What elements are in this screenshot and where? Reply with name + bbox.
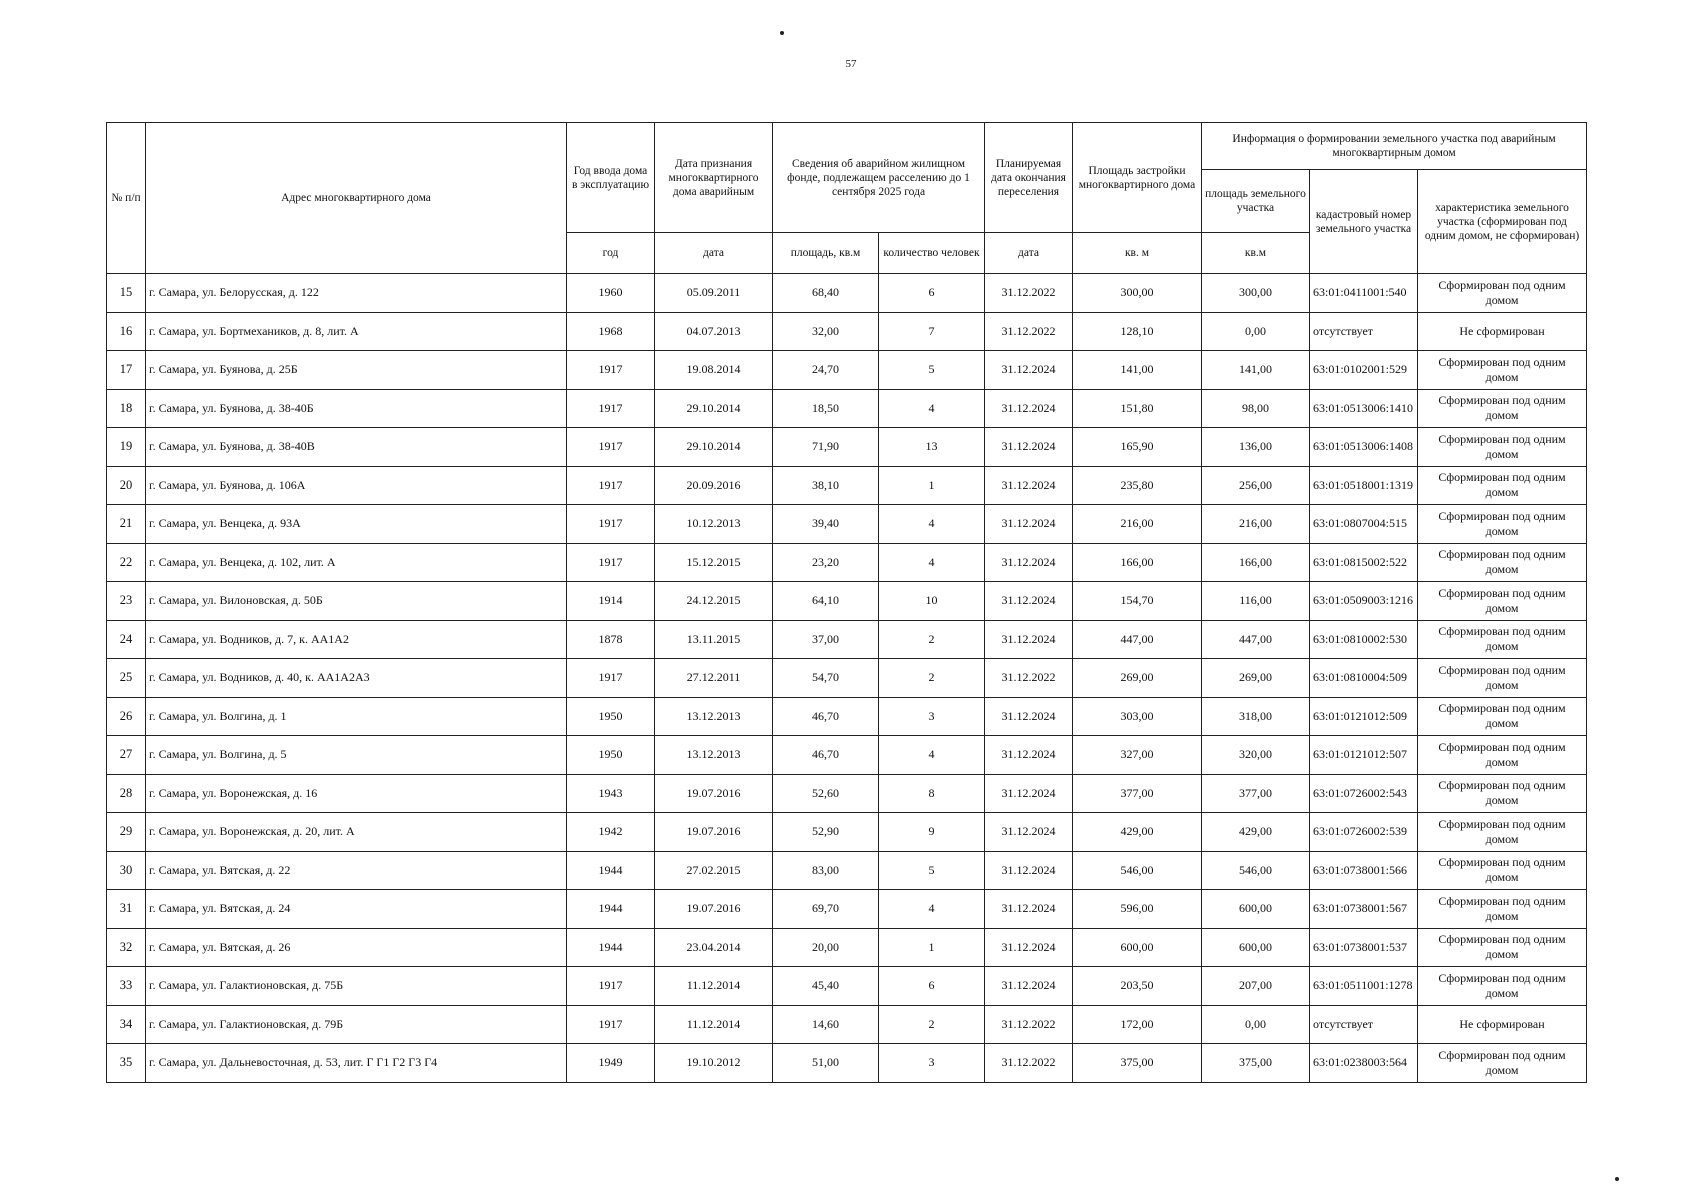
build-area-cell: 269,00 [1073,659,1202,698]
year-built-cell: 1914 [567,582,655,621]
emergency-date-cell: 19.08.2014 [655,351,773,390]
table-row [107,659,1587,698]
address-cell: г. Самара, ул. Вятская, д. 26 [146,928,567,967]
area-cell: 54,70 [773,659,879,698]
table-row [107,582,1587,621]
plan-date-cell: 31.12.2024 [985,851,1073,890]
row-number: 28 [107,774,146,813]
land-status-cell: Сформирован под одним домом [1418,274,1587,313]
land-status-cell: Сформирован под одним домом [1418,543,1587,582]
table-row [107,697,1587,736]
year-built-cell: 1917 [567,543,655,582]
people-count-cell: 4 [879,736,985,775]
table-row [107,813,1587,852]
land-area-cell: 256,00 [1202,466,1310,505]
address-cell: г. Самара, ул. Белорусская, д. 122 [146,274,567,313]
area-cell: 20,00 [773,928,879,967]
area-cell: 71,90 [773,428,879,467]
page-number: 57 [845,58,857,70]
emergency-date-cell: 27.02.2015 [655,851,773,890]
land-area-cell: 207,00 [1202,967,1310,1006]
people-count-cell: 3 [879,697,985,736]
emergency-housing-table [106,122,1587,1083]
table-row [107,389,1587,428]
land-status-cell: Сформирован под одним домом [1418,466,1587,505]
land-status-cell: Не сформирован [1418,1005,1587,1044]
cadastral-number-cell: 63:01:0102001:529 [1310,351,1418,390]
table-row [107,928,1587,967]
plan-date-cell: 31.12.2024 [985,428,1073,467]
people-count-cell: 5 [879,351,985,390]
emergency-date-cell: 15.12.2015 [655,543,773,582]
table-row [107,505,1587,544]
land-area-cell: 546,00 [1202,851,1310,890]
build-area-cell: 303,00 [1073,697,1202,736]
people-count-cell: 6 [879,967,985,1006]
build-area-cell: 154,70 [1073,582,1202,621]
plan-date-cell: 31.12.2022 [985,1044,1073,1083]
cadastral-number-cell: 63:01:0511001:1278 [1310,967,1418,1006]
row-number: 25 [107,659,146,698]
plan-date-cell: 31.12.2024 [985,389,1073,428]
people-count-cell: 7 [879,312,985,351]
table-row [107,274,1587,313]
plan-date-cell: 31.12.2024 [985,967,1073,1006]
cadastral-number-cell: 63:01:0509003:1216 [1310,582,1418,621]
unit-area: площадь, кв.м [773,233,879,274]
address-cell: г. Самара, ул. Вятская, д. 24 [146,890,567,929]
cadastral-number-cell: 63:01:0411001:540 [1310,274,1418,313]
plan-date-cell: 31.12.2022 [985,1005,1073,1044]
address-cell: г. Самара, ул. Буянова, д. 25Б [146,351,567,390]
row-number: 15 [107,274,146,313]
area-cell: 45,40 [773,967,879,1006]
build-area-cell: 300,00 [1073,274,1202,313]
year-built-cell: 1944 [567,928,655,967]
year-built-cell: 1878 [567,620,655,659]
address-cell: г. Самара, ул. Дальневосточная, д. 53, лит. Г Г1 Г2 Г3 Г4 [146,1044,567,1083]
address-cell: г. Самара, ул. Галактионовская, д. 75Б [146,967,567,1006]
cadastral-number-cell: 63:01:0238003:564 [1310,1044,1418,1083]
header-year-built: Год ввода дома в эксплуатацию [567,123,655,233]
header-cadastral: кадастровый номер земельного участка [1310,170,1418,274]
cadastral-number-cell: 63:01:0810004:509 [1310,659,1418,698]
build-area-cell: 375,00 [1073,1044,1202,1083]
land-area-cell: 166,00 [1202,543,1310,582]
plan-date-cell: 31.12.2024 [985,890,1073,929]
plan-date-cell: 31.12.2024 [985,505,1073,544]
address-cell: г. Самара, ул. Буянова, д. 38-40Б [146,389,567,428]
address-cell: г. Самара, ул. Буянова, д. 106А [146,466,567,505]
address-cell: г. Самара, ул. Бортмехаников, д. 8, лит. А [146,312,567,351]
land-status-cell: Не сформирован [1418,312,1587,351]
table-row [107,890,1587,929]
people-count-cell: 4 [879,389,985,428]
header-fund-group: Сведения об аварийном жилищном фонде, подлежащем расселению до 1 сентября 2025 года [773,123,985,233]
cadastral-number-cell: 63:01:0726002:539 [1310,813,1418,852]
plan-date-cell: 31.12.2024 [985,813,1073,852]
build-area-cell: 600,00 [1073,928,1202,967]
build-area-cell: 128,10 [1073,312,1202,351]
land-status-cell: Сформирован под одним домом [1418,582,1587,621]
build-area-cell: 172,00 [1073,1005,1202,1044]
year-built-cell: 1917 [567,428,655,467]
address-cell: г. Самара, ул. Галактионовская, д. 79Б [146,1005,567,1044]
land-status-cell: Сформирован под одним домом [1418,620,1587,659]
people-count-cell: 5 [879,851,985,890]
land-area-cell: 600,00 [1202,890,1310,929]
people-count-cell: 9 [879,813,985,852]
row-number: 32 [107,928,146,967]
address-cell: г. Самара, ул. Венцека, д. 93А [146,505,567,544]
row-number: 24 [107,620,146,659]
address-cell: г. Самара, ул. Венцека, д. 102, лит. А [146,543,567,582]
area-cell: 83,00 [773,851,879,890]
land-area-cell: 377,00 [1202,774,1310,813]
unit-people: количество человек [879,233,985,274]
table-row [107,774,1587,813]
row-number: 21 [107,505,146,544]
table-row [107,851,1587,890]
land-area-cell: 429,00 [1202,813,1310,852]
address-cell: г. Самара, ул. Вятская, д. 22 [146,851,567,890]
land-status-cell: Сформирован под одним домом [1418,851,1587,890]
cadastral-number-cell: отсутствует [1310,312,1418,351]
year-built-cell: 1950 [567,697,655,736]
cadastral-number-cell: 63:01:0121012:507 [1310,736,1418,775]
address-cell: г. Самара, ул. Вилоновская, д. 50Б [146,582,567,621]
land-area-cell: 0,00 [1202,1005,1310,1044]
land-area-cell: 141,00 [1202,351,1310,390]
land-status-cell: Сформирован под одним домом [1418,928,1587,967]
emergency-date-cell: 19.07.2016 [655,774,773,813]
year-built-cell: 1943 [567,774,655,813]
land-status-cell: Сформирован под одним домом [1418,389,1587,428]
year-built-cell: 1917 [567,351,655,390]
row-number: 35 [107,1044,146,1083]
land-status-cell: Сформирован под одним домом [1418,505,1587,544]
plan-date-cell: 31.12.2024 [985,466,1073,505]
build-area-cell: 151,80 [1073,389,1202,428]
build-area-cell: 596,00 [1073,890,1202,929]
address-cell: г. Самара, ул. Буянова, д. 38-40В [146,428,567,467]
unit-land-area: кв.м [1202,233,1310,274]
table-row [107,967,1587,1006]
row-number: 27 [107,736,146,775]
unit-year: год [567,233,655,274]
land-status-cell: Сформирован под одним домом [1418,736,1587,775]
emergency-date-cell: 05.09.2011 [655,274,773,313]
emergency-date-cell: 11.12.2014 [655,1005,773,1044]
emergency-date-cell: 13.11.2015 [655,620,773,659]
table-row [107,428,1587,467]
table-row [107,620,1587,659]
cadastral-number-cell: 63:01:0807004:515 [1310,505,1418,544]
build-area-cell: 216,00 [1073,505,1202,544]
land-status-cell: Сформирован под одним домом [1418,659,1587,698]
cadastral-number-cell: 63:01:0513006:1410 [1310,389,1418,428]
emergency-date-cell: 13.12.2013 [655,736,773,775]
year-built-cell: 1917 [567,389,655,428]
row-number: 29 [107,813,146,852]
emergency-date-cell: 19.10.2012 [655,1044,773,1083]
people-count-cell: 2 [879,620,985,659]
land-status-cell: Сформирован под одним домом [1418,774,1587,813]
cadastral-number-cell: 63:01:0726002:543 [1310,774,1418,813]
plan-date-cell: 31.12.2024 [985,543,1073,582]
year-built-cell: 1944 [567,851,655,890]
build-area-cell: 327,00 [1073,736,1202,775]
plan-date-cell: 31.12.2022 [985,659,1073,698]
area-cell: 46,70 [773,697,879,736]
cadastral-number-cell: 63:01:0738001:537 [1310,928,1418,967]
row-number: 26 [107,697,146,736]
address-cell: г. Самара, ул. Водников, д. 7, к. АА1А2 [146,620,567,659]
land-area-cell: 136,00 [1202,428,1310,467]
land-area-cell: 0,00 [1202,312,1310,351]
emergency-date-cell: 13.12.2013 [655,697,773,736]
year-built-cell: 1950 [567,736,655,775]
table-row [107,543,1587,582]
address-cell: г. Самара, ул. Волгина, д. 5 [146,736,567,775]
land-status-cell: Сформирован под одним домом [1418,813,1587,852]
cadastral-number-cell: 63:01:0738001:567 [1310,890,1418,929]
build-area-cell: 235,80 [1073,466,1202,505]
area-cell: 14,60 [773,1005,879,1044]
land-area-cell: 98,00 [1202,389,1310,428]
scan-speck [780,31,784,35]
header-land-group: Информация о формировании земельного участка под аварийным многоквартирным домом [1202,123,1587,170]
build-area-cell: 429,00 [1073,813,1202,852]
area-cell: 52,60 [773,774,879,813]
year-built-cell: 1917 [567,659,655,698]
header-land-status: характеристика земельного участка (сформирован под одним домом, не сформирован) [1418,170,1587,274]
land-area-cell: 216,00 [1202,505,1310,544]
year-built-cell: 1917 [567,967,655,1006]
land-area-cell: 269,00 [1202,659,1310,698]
row-number: 20 [107,466,146,505]
emergency-date-cell: 11.12.2014 [655,967,773,1006]
people-count-cell: 10 [879,582,985,621]
people-count-cell: 1 [879,466,985,505]
area-cell: 18,50 [773,389,879,428]
land-status-cell: Сформирован под одним домом [1418,967,1587,1006]
emergency-date-cell: 27.12.2011 [655,659,773,698]
header-build-area: Площадь застройки многоквартирного дома [1073,123,1202,233]
cadastral-number-cell: 63:01:0518001:1319 [1310,466,1418,505]
year-built-cell: 1917 [567,466,655,505]
cadastral-number-cell: 63:01:0121012:509 [1310,697,1418,736]
table-row [107,1005,1587,1044]
people-count-cell: 13 [879,428,985,467]
area-cell: 46,70 [773,736,879,775]
area-cell: 39,40 [773,505,879,544]
people-count-cell: 3 [879,1044,985,1083]
year-built-cell: 1942 [567,813,655,852]
area-cell: 32,00 [773,312,879,351]
header-num: № п/п [107,123,146,274]
row-number: 19 [107,428,146,467]
build-area-cell: 203,50 [1073,967,1202,1006]
emergency-date-cell: 19.07.2016 [655,890,773,929]
area-cell: 38,10 [773,466,879,505]
cadastral-number-cell: 63:01:0738001:566 [1310,851,1418,890]
table-row [107,1044,1587,1083]
cadastral-number-cell: отсутствует [1310,1005,1418,1044]
row-number: 18 [107,389,146,428]
build-area-cell: 377,00 [1073,774,1202,813]
land-status-cell: Сформирован под одним домом [1418,1044,1587,1083]
people-count-cell: 4 [879,505,985,544]
header-address: Адрес многоквартирного дома [146,123,567,274]
scan-speck [1615,1177,1619,1181]
header-land-area: площадь земельного участка [1202,170,1310,233]
unit-build-area: кв. м [1073,233,1202,274]
year-built-cell: 1917 [567,1005,655,1044]
emergency-date-cell: 29.10.2014 [655,389,773,428]
emergency-date-cell: 29.10.2014 [655,428,773,467]
build-area-cell: 546,00 [1073,851,1202,890]
land-status-cell: Сформирован под одним домом [1418,890,1587,929]
land-status-cell: Сформирован под одним домом [1418,697,1587,736]
header-plan-date: Планируемая дата окончания переселения [985,123,1073,233]
build-area-cell: 447,00 [1073,620,1202,659]
people-count-cell: 4 [879,543,985,582]
land-area-cell: 447,00 [1202,620,1310,659]
people-count-cell: 4 [879,890,985,929]
plan-date-cell: 31.12.2024 [985,582,1073,621]
row-number: 22 [107,543,146,582]
emergency-date-cell: 10.12.2013 [655,505,773,544]
plan-date-cell: 31.12.2024 [985,736,1073,775]
plan-date-cell: 31.12.2024 [985,697,1073,736]
build-area-cell: 141,00 [1073,351,1202,390]
land-area-cell: 300,00 [1202,274,1310,313]
address-cell: г. Самара, ул. Водников, д. 40, к. АА1А2А3 [146,659,567,698]
people-count-cell: 6 [879,274,985,313]
area-cell: 23,20 [773,543,879,582]
people-count-cell: 2 [879,1005,985,1044]
row-number: 16 [107,312,146,351]
row-number: 23 [107,582,146,621]
unit-date: дата [655,233,773,274]
people-count-cell: 8 [879,774,985,813]
table-row [107,312,1587,351]
emergency-date-cell: 24.12.2015 [655,582,773,621]
address-cell: г. Самара, ул. Волгина, д. 1 [146,697,567,736]
year-built-cell: 1949 [567,1044,655,1083]
plan-date-cell: 31.12.2024 [985,351,1073,390]
year-built-cell: 1968 [567,312,655,351]
year-built-cell: 1960 [567,274,655,313]
land-status-cell: Сформирован под одним домом [1418,351,1587,390]
year-built-cell: 1917 [567,505,655,544]
plan-date-cell: 31.12.2022 [985,274,1073,313]
emergency-date-cell: 04.07.2013 [655,312,773,351]
cadastral-number-cell: 63:01:0815002:522 [1310,543,1418,582]
build-area-cell: 166,00 [1073,543,1202,582]
cadastral-number-cell: 63:01:0810002:530 [1310,620,1418,659]
plan-date-cell: 31.12.2024 [985,928,1073,967]
people-count-cell: 1 [879,928,985,967]
row-number: 17 [107,351,146,390]
emergency-date-cell: 19.07.2016 [655,813,773,852]
land-area-cell: 116,00 [1202,582,1310,621]
table-body [107,274,1587,1083]
row-number: 33 [107,967,146,1006]
area-cell: 51,00 [773,1044,879,1083]
address-cell: г. Самара, ул. Воронежская, д. 16 [146,774,567,813]
land-area-cell: 375,00 [1202,1044,1310,1083]
plan-date-cell: 31.12.2024 [985,620,1073,659]
cadastral-number-cell: 63:01:0513006:1408 [1310,428,1418,467]
area-cell: 68,40 [773,274,879,313]
emergency-date-cell: 23.04.2014 [655,928,773,967]
emergency-date-cell: 20.09.2016 [655,466,773,505]
address-cell: г. Самара, ул. Воронежская, д. 20, лит. А [146,813,567,852]
area-cell: 64,10 [773,582,879,621]
land-area-cell: 600,00 [1202,928,1310,967]
land-area-cell: 318,00 [1202,697,1310,736]
land-area-cell: 320,00 [1202,736,1310,775]
row-number: 30 [107,851,146,890]
unit-plan-date: дата [985,233,1073,274]
plan-date-cell: 31.12.2022 [985,312,1073,351]
table-row [107,351,1587,390]
table-row [107,466,1587,505]
year-built-cell: 1944 [567,890,655,929]
row-number: 31 [107,890,146,929]
plan-date-cell: 31.12.2024 [985,774,1073,813]
area-cell: 24,70 [773,351,879,390]
land-status-cell: Сформирован под одним домом [1418,428,1587,467]
area-cell: 69,70 [773,890,879,929]
header-date-emergency: Дата признания многоквартирного дома аварийным [655,123,773,233]
row-number: 34 [107,1005,146,1044]
header-row-1 [107,123,1587,170]
build-area-cell: 165,90 [1073,428,1202,467]
people-count-cell: 2 [879,659,985,698]
area-cell: 52,90 [773,813,879,852]
table-row [107,736,1587,775]
area-cell: 37,00 [773,620,879,659]
